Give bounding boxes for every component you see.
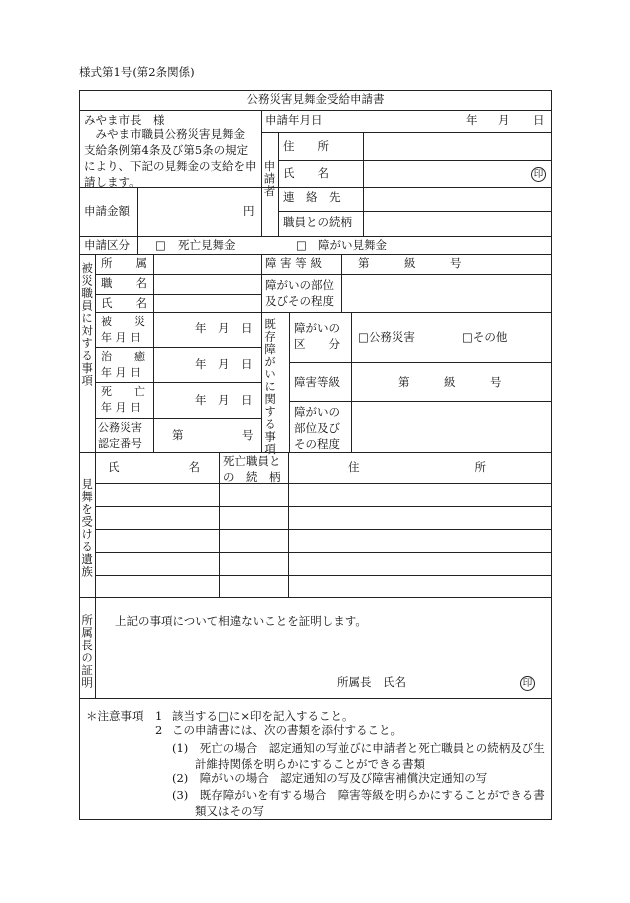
form-number-label: 様式第1号(第2条関係) [79, 65, 195, 79]
divider [79, 236, 552, 237]
family-name-header: 氏 名 [108, 460, 200, 474]
recovery-date-label: 治 癒 年 月 日 [101, 350, 145, 379]
amount-unit: 円 [243, 204, 255, 218]
applicant-contact-field[interactable] [364, 188, 551, 211]
divider [79, 698, 552, 699]
applicant-relation-field[interactable] [364, 212, 551, 235]
family-address-header: 住 所 [348, 460, 486, 474]
disability-part-field[interactable] [342, 275, 551, 311]
applicant-address-label: 住 所 [283, 139, 329, 153]
disability-grade-field[interactable]: 第 級 号 [358, 256, 462, 270]
existing-other-option[interactable]: □その他 [462, 330, 508, 344]
applicant-contact-label: 連 絡 先 [283, 190, 341, 204]
certification-signer-field[interactable] [410, 672, 520, 692]
divider [261, 110, 262, 236]
divider [137, 236, 138, 254]
existing-category-label: 障がいの 区 分 [294, 321, 340, 351]
application-date-label: 申請年月日 [265, 113, 323, 127]
disability-benefit-checkbox[interactable]: □ [296, 238, 307, 252]
category-label: 申請区分 [84, 238, 130, 252]
family-row[interactable] [96, 530, 552, 551]
applicant-address-field[interactable] [364, 133, 551, 160]
family-row[interactable] [96, 507, 552, 528]
applicant-seal: 印 [531, 167, 546, 182]
note-2: この申請書には、次の書類を添付すること。 [172, 723, 402, 737]
disability-part-label: 障がいの部位 及びその程度 [265, 278, 334, 308]
divider [278, 132, 279, 236]
divider [95, 254, 96, 452]
existing-disability-section-label: 既存障がいに関する事項 [263, 318, 278, 456]
certification-text: 上記の事項について相違ないことを証明します。 [115, 614, 367, 628]
note-2-sub-3: (3) 既存障がいを有する場合 障害等級を明らかにすることができる書 類又はその写 [172, 788, 545, 818]
applicant-name-field[interactable] [364, 161, 529, 187]
divider [79, 452, 552, 453]
application-date-year: 年 [466, 113, 478, 127]
family-relation-header: 死亡職員と の 続 柄 [223, 454, 281, 484]
applicant-relation-label: 職員との続柄 [283, 215, 352, 229]
existing-grade-label: 障害等級 [294, 375, 340, 389]
application-date-day: 日 [533, 113, 545, 127]
existing-grade-field[interactable]: 第 級 号 [398, 375, 502, 389]
note-1: 該当する□に×印を記入すること。 [172, 709, 354, 723]
family-row[interactable] [96, 484, 552, 505]
certification-signer-label: 所属長 氏名 [337, 675, 406, 689]
certification-number-suffix: 号 [242, 428, 254, 442]
applicant-section-label: 申請者 [262, 160, 277, 198]
affiliation-label: 所 属 [101, 256, 147, 270]
certification-seal: 印 [520, 676, 535, 691]
disability-grade-label: 障 害 等 級 [265, 256, 322, 270]
amount-field[interactable] [138, 188, 238, 235]
injury-date-field[interactable]: 年 月 日 [195, 321, 253, 335]
divider [261, 254, 262, 452]
employee-name-field[interactable] [154, 295, 260, 312]
applicant-name-label: 氏 名 [283, 166, 329, 180]
form-title: 公務災害見舞金受給申請書 [246, 92, 385, 106]
certification-section-label: 所属長の証明 [80, 614, 95, 689]
death-benefit-option: 死亡見舞金 [178, 238, 236, 252]
position-field[interactable] [154, 275, 260, 293]
certification-number-label: 公務災害 認定番号 [98, 421, 142, 450]
addressee: みやま市長 様 [84, 113, 165, 127]
position-label: 職 名 [101, 276, 147, 290]
recovery-date-field[interactable]: 年 月 日 [195, 357, 253, 371]
death-benefit-checkbox[interactable]: □ [155, 238, 166, 252]
divider [79, 597, 552, 598]
note-2-number: 2 [155, 723, 163, 737]
divider [289, 312, 290, 452]
divider [289, 362, 552, 363]
note-2-sub-2: (2) 障がいの場合 認定通知の写及び障害補償決定通知の写 [172, 771, 488, 785]
existing-part-label: 障がいの 部位及び その程度 [294, 405, 340, 451]
note-1-number: 1 [155, 709, 163, 723]
injury-date-label: 被 災 年 月 日 [101, 315, 145, 344]
affiliation-field[interactable] [154, 255, 260, 273]
notes-header: ＊注意事項 [86, 709, 144, 723]
employee-name-label: 氏 名 [101, 296, 147, 310]
death-date-label: 死 亡 年 月 日 [101, 385, 145, 414]
divider [95, 597, 96, 698]
divider [95, 382, 261, 383]
amount-label: 申請金額 [84, 204, 130, 218]
application-date-month: 月 [498, 113, 510, 127]
death-date-field[interactable]: 年 月 日 [195, 393, 253, 407]
certification-number-prefix[interactable]: 第 [172, 428, 184, 442]
divider [79, 254, 552, 255]
existing-part-field[interactable] [352, 402, 551, 451]
divider [95, 312, 552, 313]
family-section-label: 見舞を受ける遺族 [80, 478, 95, 578]
divider [95, 347, 261, 348]
divider [79, 110, 552, 111]
family-row[interactable] [96, 553, 552, 574]
divider [95, 418, 261, 419]
note-2-sub-1: (1) 死亡の場合 認定通知の写並びに申請者と死亡職員との続柄及び生 計維持関係を明らかにすることができる書類 [172, 741, 545, 771]
disability-benefit-option: 障がい見舞金 [318, 238, 387, 252]
existing-public-option[interactable]: □公務災害 [358, 330, 415, 344]
intro-text: みやま市職員公務災害見舞金 支給条例第4条及び第5条の規定 により、下記の見舞金の支給を申 請します。 [84, 127, 257, 189]
employee-section-label: 被災職員に対する事項 [80, 262, 95, 387]
family-row[interactable] [96, 576, 552, 596]
